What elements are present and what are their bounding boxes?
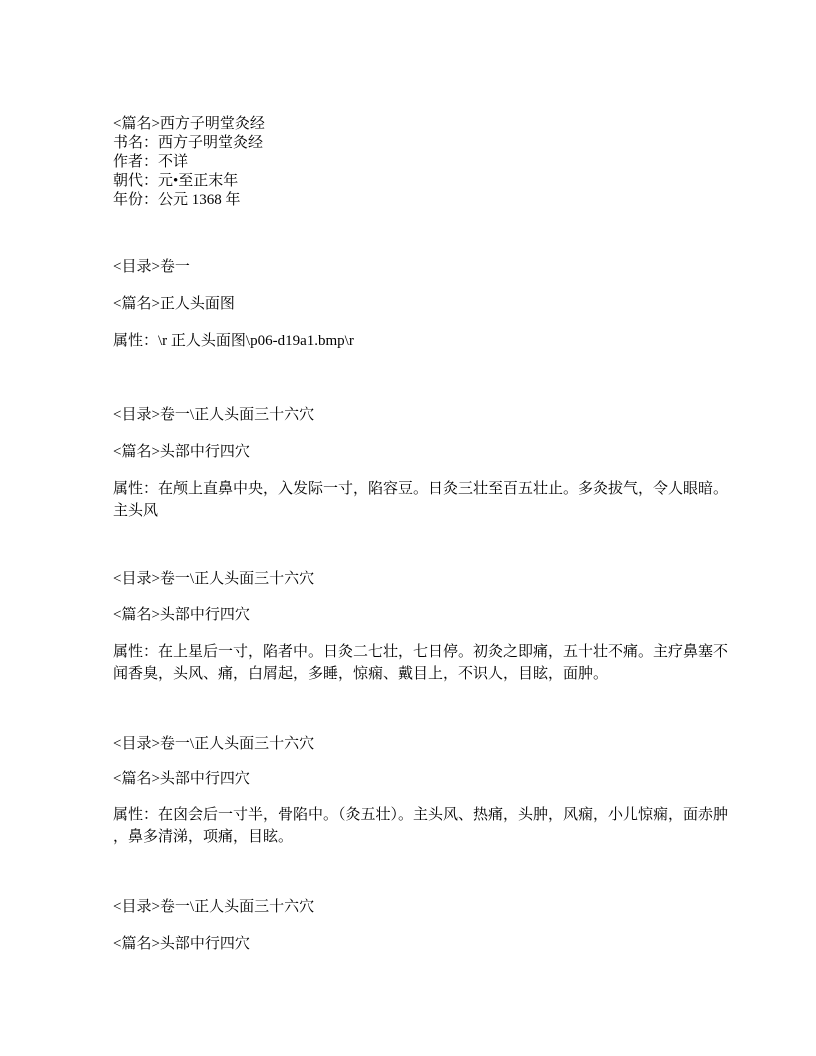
doc-author: 作者：不详 <box>113 154 189 170</box>
attribute-text-line: 主头风 <box>113 503 159 519</box>
chapter-title-line: <篇名>头部中行四穴 <box>113 771 250 787</box>
toc-line: <目录>卷一 <box>113 259 190 275</box>
toc-line: <目录>卷一\正人头面三十六穴 <box>113 407 315 423</box>
chapter-title-line: <篇名>正人头面图 <box>113 296 235 312</box>
attribute-text-line: 属性：在囟会后一寸半，骨陷中。（灸五壮）。主头风、热痛，头肿，风痫，小儿惊痫，面赤肿 <box>113 807 729 823</box>
toc-line: <目录>卷一\正人头面三十六穴 <box>113 899 315 915</box>
chapter-title-line: <篇名>头部中行四穴 <box>113 936 250 952</box>
doc-tag-title: <篇名>西方子明堂灸经 <box>113 116 265 132</box>
attribute-text-line: 属性：在颅上直鼻中央，入发际一寸，陷容豆。日灸三壮至百五壮止。多灸拔气，令人眼暗。 <box>113 481 729 497</box>
attribute-text-line: ，鼻多清涕，项痛，目眩。 <box>113 829 294 845</box>
attribute-text-line: 属性：在上星后一寸，陷者中。日灸二七壮，七日停。初灸之即痛，五十壮不痛。主疗鼻塞不 <box>113 644 729 660</box>
doc-book-name: 书名：西方子明堂灸经 <box>113 135 264 151</box>
doc-dynasty: 朝代：元•至正末年 <box>113 173 239 189</box>
chapter-title-line: <篇名>头部中行四穴 <box>113 444 250 460</box>
attribute-text-line: 闻香臭，头风、痛，白屑起，多睡，惊痫、戴目上，不识人，目眩，面肿。 <box>113 666 609 682</box>
toc-line: <目录>卷一\正人头面三十六穴 <box>113 736 315 752</box>
chapter-title-line: <篇名>头部中行四穴 <box>113 607 250 623</box>
toc-line: <目录>卷一\正人头面三十六穴 <box>113 571 315 587</box>
doc-year: 年份：公元 1368 年 <box>113 192 241 208</box>
attribute-text-line: 属性：\r 正人头面图\p06-d19a1.bmp\r <box>113 333 354 349</box>
